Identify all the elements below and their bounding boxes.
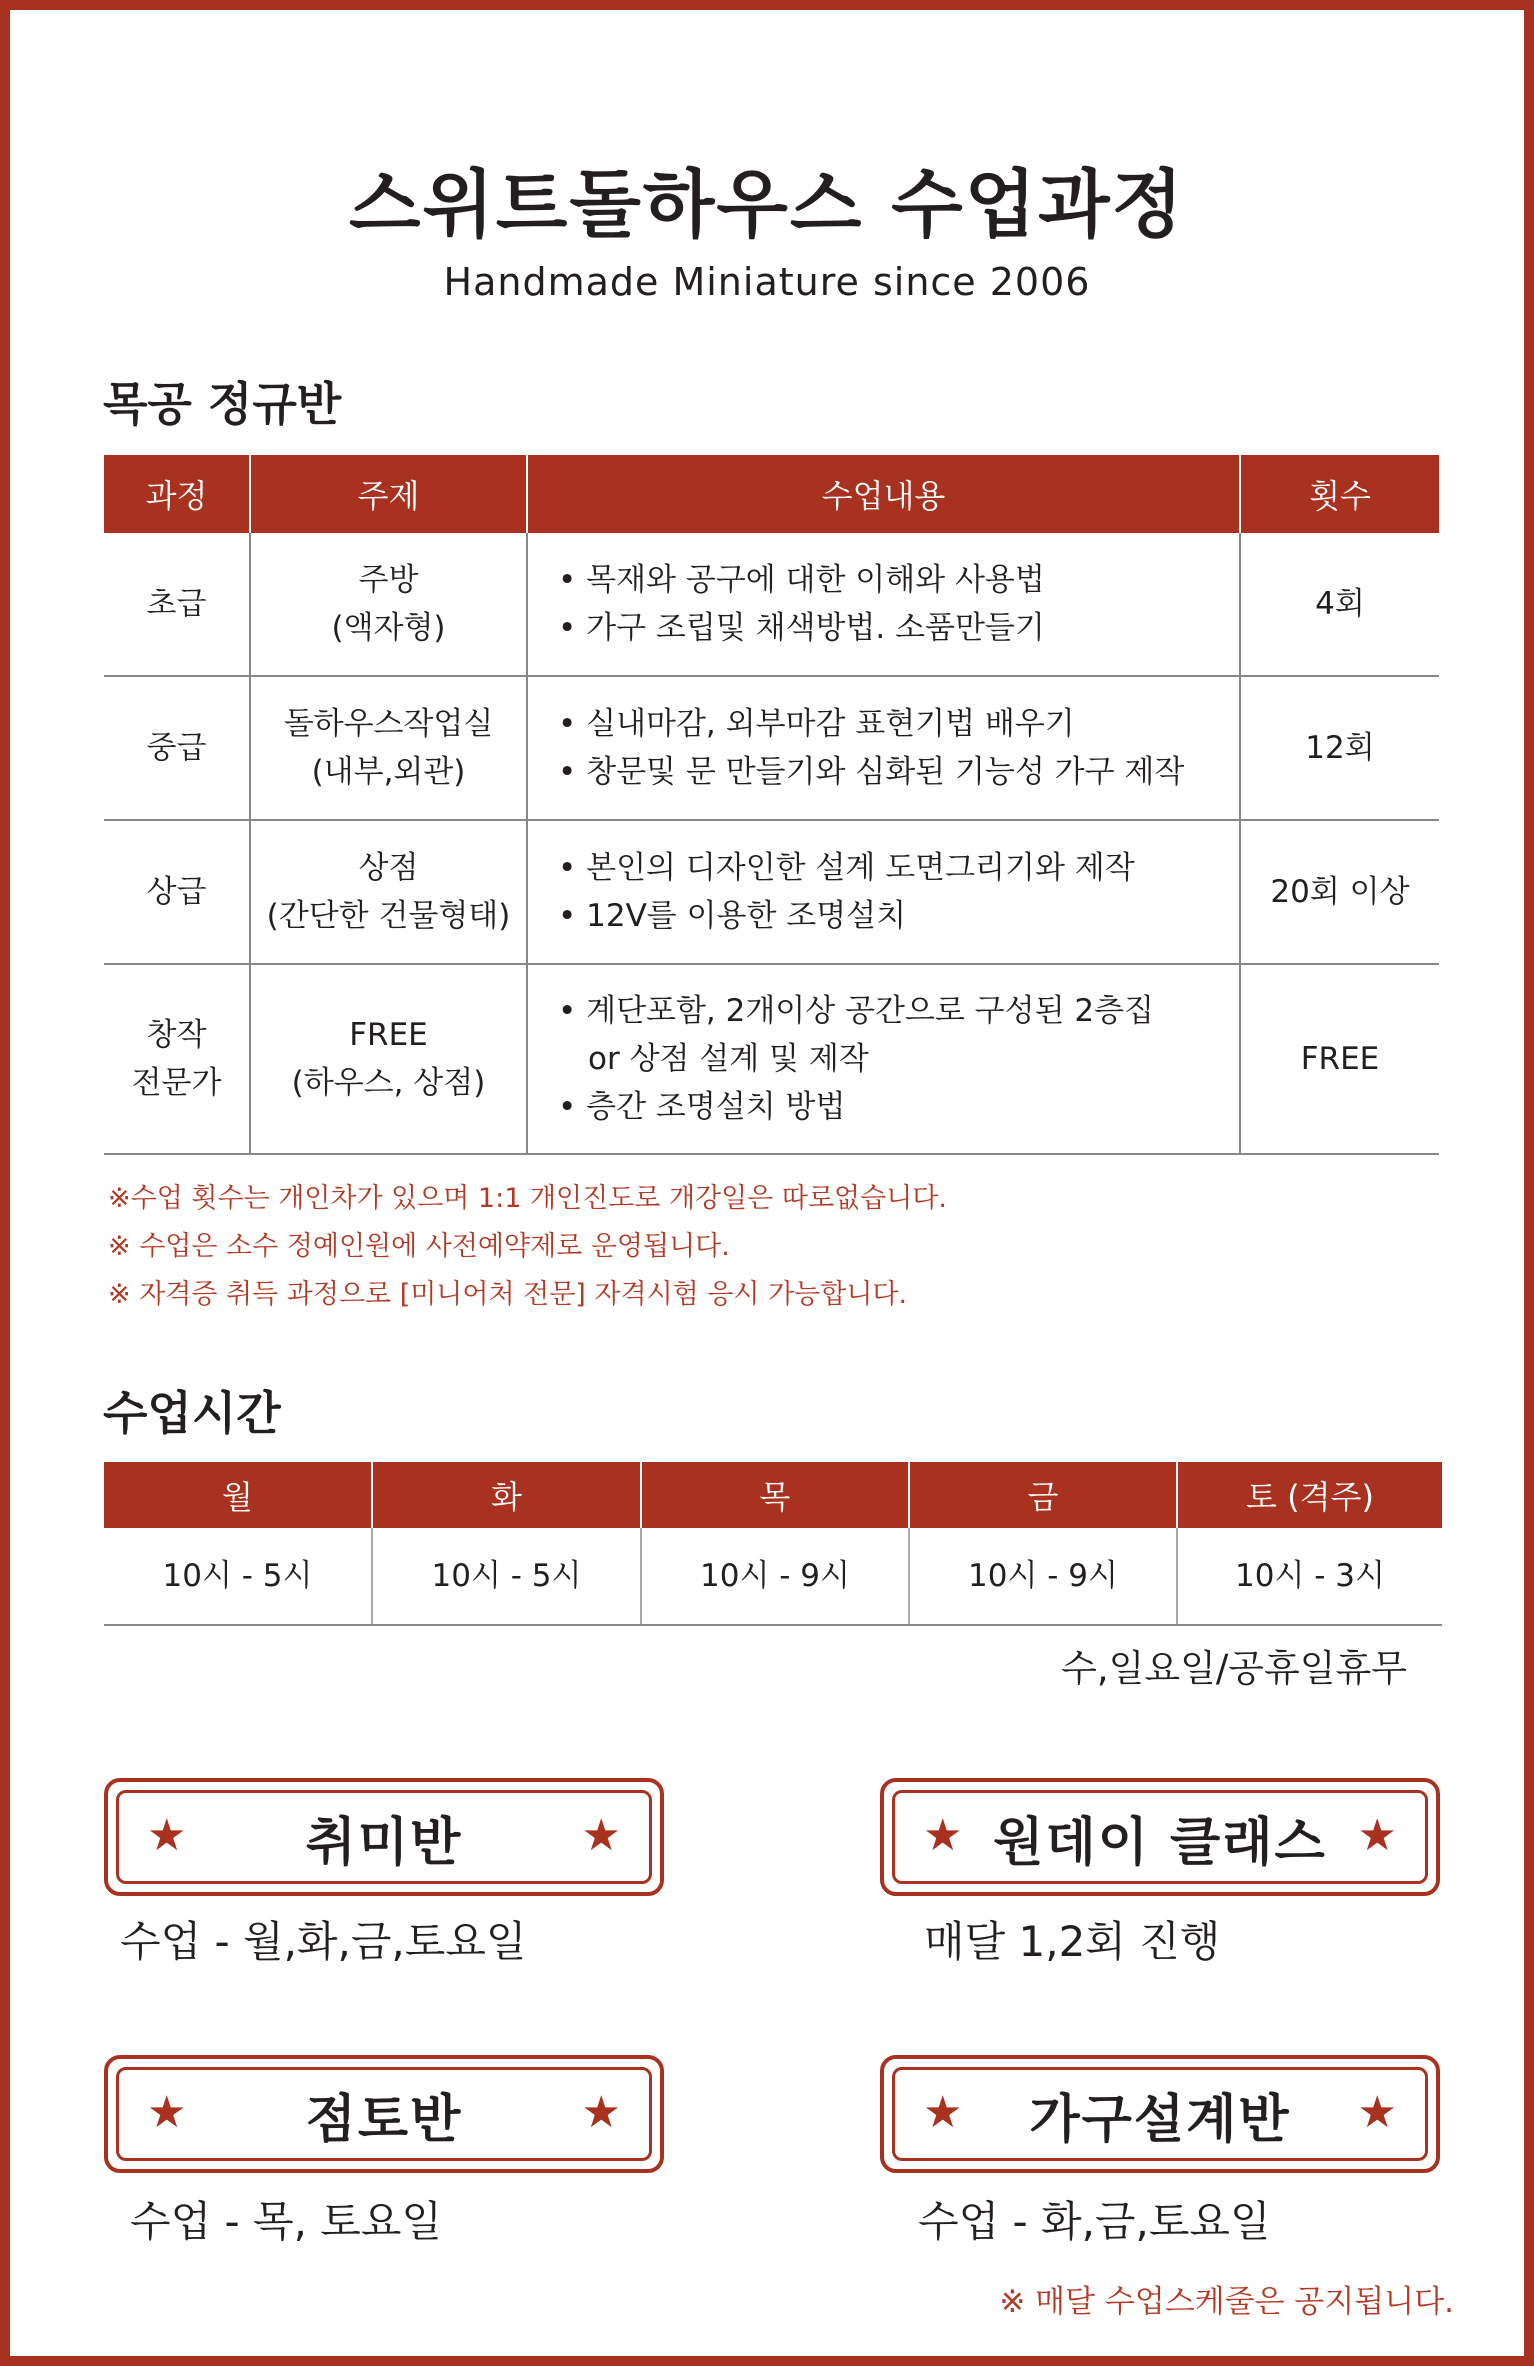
course-section-title: 목공 정규반 (103, 377, 342, 431)
schedule-header (104, 1462, 1442, 1528)
page-title: 스위트돌하우스 수업과정 (348, 162, 1186, 248)
header-content: 수업내용 (527, 455, 1240, 533)
day-mon: 월 (104, 1462, 372, 1528)
row-level: 초급 (104, 533, 250, 676)
closed-days: 수,일요일/공휴일휴무 (1061, 1647, 1407, 1690)
row-topic: 주방 (액자형) (250, 533, 527, 676)
class-name: 취미반 (305, 1812, 463, 1873)
schedule-table (104, 1462, 1442, 1626)
star-icon: ★ (147, 2087, 187, 2139)
class-badge-furniture (880, 2055, 1440, 2173)
table-row (104, 820, 1439, 964)
time-thu: 10시 - 9시 (641, 1528, 909, 1625)
star-icon: ★ (1357, 1810, 1397, 1862)
day-tue: 화 (372, 1462, 641, 1528)
row-level: 상급 (104, 820, 250, 964)
course-table-header (104, 455, 1439, 533)
row-content: • 본인의 디자인한 설계 도면그리기와 제작 • 12V를 이용한 조명설치 (527, 820, 1240, 964)
row-content: • 실내마감, 외부마감 표현기법 배우기 • 창문및 문 만들기와 심화된 기능성 가구 제작 (527, 676, 1240, 820)
table-row (104, 676, 1439, 820)
row-level: 중급 (104, 676, 250, 820)
day-fri: 금 (909, 1462, 1177, 1528)
course-notes (108, 1175, 947, 1319)
table-row (104, 964, 1439, 1154)
footer-note: ※ 매달 수업스케줄은 공지됩니다. (999, 2284, 1454, 2320)
class-desc: 수업 - 월,화,금,토요일 (120, 1917, 527, 1966)
row-count: 12회 (1240, 676, 1439, 820)
row-topic: 상점 (간단한 건물형태) (250, 820, 527, 964)
class-name: 가구설계반 (1029, 2089, 1291, 2150)
class-badge-clay (104, 2055, 664, 2173)
day-thu: 목 (641, 1462, 909, 1528)
time-fri: 10시 - 9시 (909, 1528, 1177, 1625)
row-level: 창작 전문가 (104, 964, 250, 1154)
row-content: • 목재와 공구에 대한 이해와 사용법 • 가구 조립및 채색방법. 소품만들기 (527, 533, 1240, 676)
class-name: 점토반 (305, 2089, 463, 2150)
schedule-times-row (104, 1528, 1442, 1625)
star-icon: ★ (923, 1810, 963, 1862)
star-icon: ★ (923, 2087, 963, 2139)
class-badge-oneday (880, 1778, 1440, 1896)
note-line: ※수업 횟수는 개인차가 있으며 1:1 개인진도로 개강일은 따로없습니다. (108, 1183, 947, 1214)
header-count: 횟수 (1240, 455, 1439, 533)
row-count: 20회 이상 (1240, 820, 1439, 964)
time-sat: 10시 - 3시 (1177, 1528, 1442, 1625)
row-topic: 돌하우스작업실 (내부,외관) (250, 676, 527, 820)
class-desc: 수업 - 목, 토요일 (130, 2197, 442, 2246)
class-badge-hobby (104, 1778, 664, 1896)
star-icon: ★ (581, 2087, 621, 2139)
class-desc: 매달 1,2회 진행 (924, 1917, 1221, 1966)
star-icon: ★ (581, 1810, 621, 1862)
header-level: 과정 (104, 455, 250, 533)
note-line: ※ 수업은 소수 정예인원에 사전예약제로 운영됩니다. (108, 1231, 730, 1262)
time-tue: 10시 - 5시 (372, 1528, 641, 1625)
schedule-section-title: 수업시간 (103, 1386, 281, 1440)
class-desc: 수업 - 화,금,토요일 (918, 2197, 1271, 2246)
table-row (104, 533, 1439, 676)
note-line: ※ 자격증 취득 과정으로 [미니어처 전문] 자격시험 응시 가능합니다. (108, 1279, 908, 1310)
row-topic: FREE (하우스, 상점) (250, 964, 527, 1154)
time-mon: 10시 - 5시 (104, 1528, 372, 1625)
star-icon: ★ (147, 1810, 187, 1862)
class-name: 원데이 클래스 (993, 1812, 1327, 1873)
page-subtitle: Handmade Miniature since 2006 (443, 260, 1091, 304)
row-count: FREE (1240, 964, 1439, 1154)
row-count: 4회 (1240, 533, 1439, 676)
row-content: • 계단포함, 2개이상 공간으로 구성된 2층집 or 상점 설계 및 제작 • 층간 조명설치 방법 (527, 964, 1240, 1154)
course-table (104, 455, 1439, 1155)
star-icon: ★ (1357, 2087, 1397, 2139)
day-sat: 토 (격주) (1177, 1462, 1442, 1528)
header-topic: 주제 (250, 455, 527, 533)
